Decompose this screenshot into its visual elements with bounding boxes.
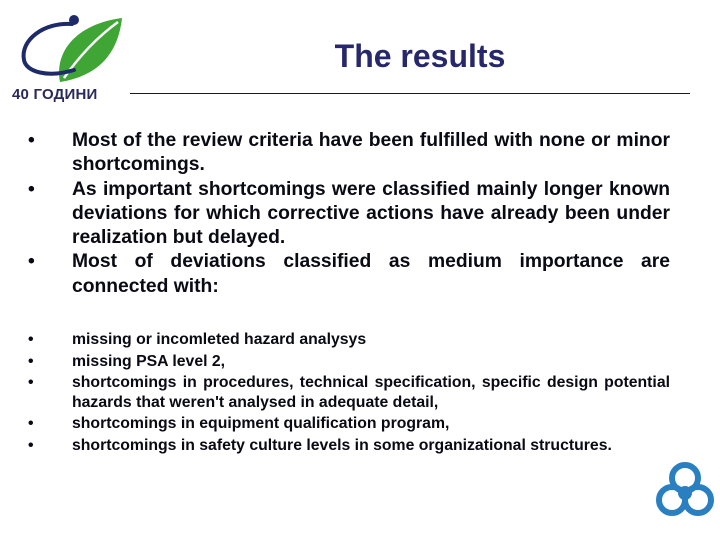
page-title: The results: [334, 38, 506, 74]
sub-bullet-item: • missing or incomleted hazard analysys: [72, 330, 670, 350]
main-bullet-list: [72, 129, 670, 299]
main-bullet-item: • Most of deviations classified as medium importance are connected with:: [72, 250, 670, 299]
sub-bullet-item: • shortcomings in safety culture levels in some organizational structures.: [72, 436, 670, 456]
header-divider: [130, 93, 690, 94]
orbit-dot-icon: [69, 15, 79, 25]
sub-bullet-item: • shortcomings in procedures, technical specification, specific design potential hazards that weren't analysed in adequate detail,: [72, 373, 670, 412]
main-bullet-item: • As important shortcomings were classified mainly longer known deviations for which corrective actions have already been under realization but delayed.: [72, 178, 670, 251]
sub-bullet-item: • missing PSA level 2,: [72, 352, 670, 372]
sub-bullet-list: [72, 330, 670, 458]
sub-bullet-item: • shortcomings in equipment qualification program,: [72, 414, 670, 434]
main-bullet-item: • Most of the review criteria have been fulfilled with none or minor shortcomings.: [72, 129, 670, 178]
corner-emblem-icon: [652, 458, 718, 524]
company-logo: [14, 12, 126, 88]
logo-caption: 40 ГОДИНИ: [12, 86, 98, 103]
